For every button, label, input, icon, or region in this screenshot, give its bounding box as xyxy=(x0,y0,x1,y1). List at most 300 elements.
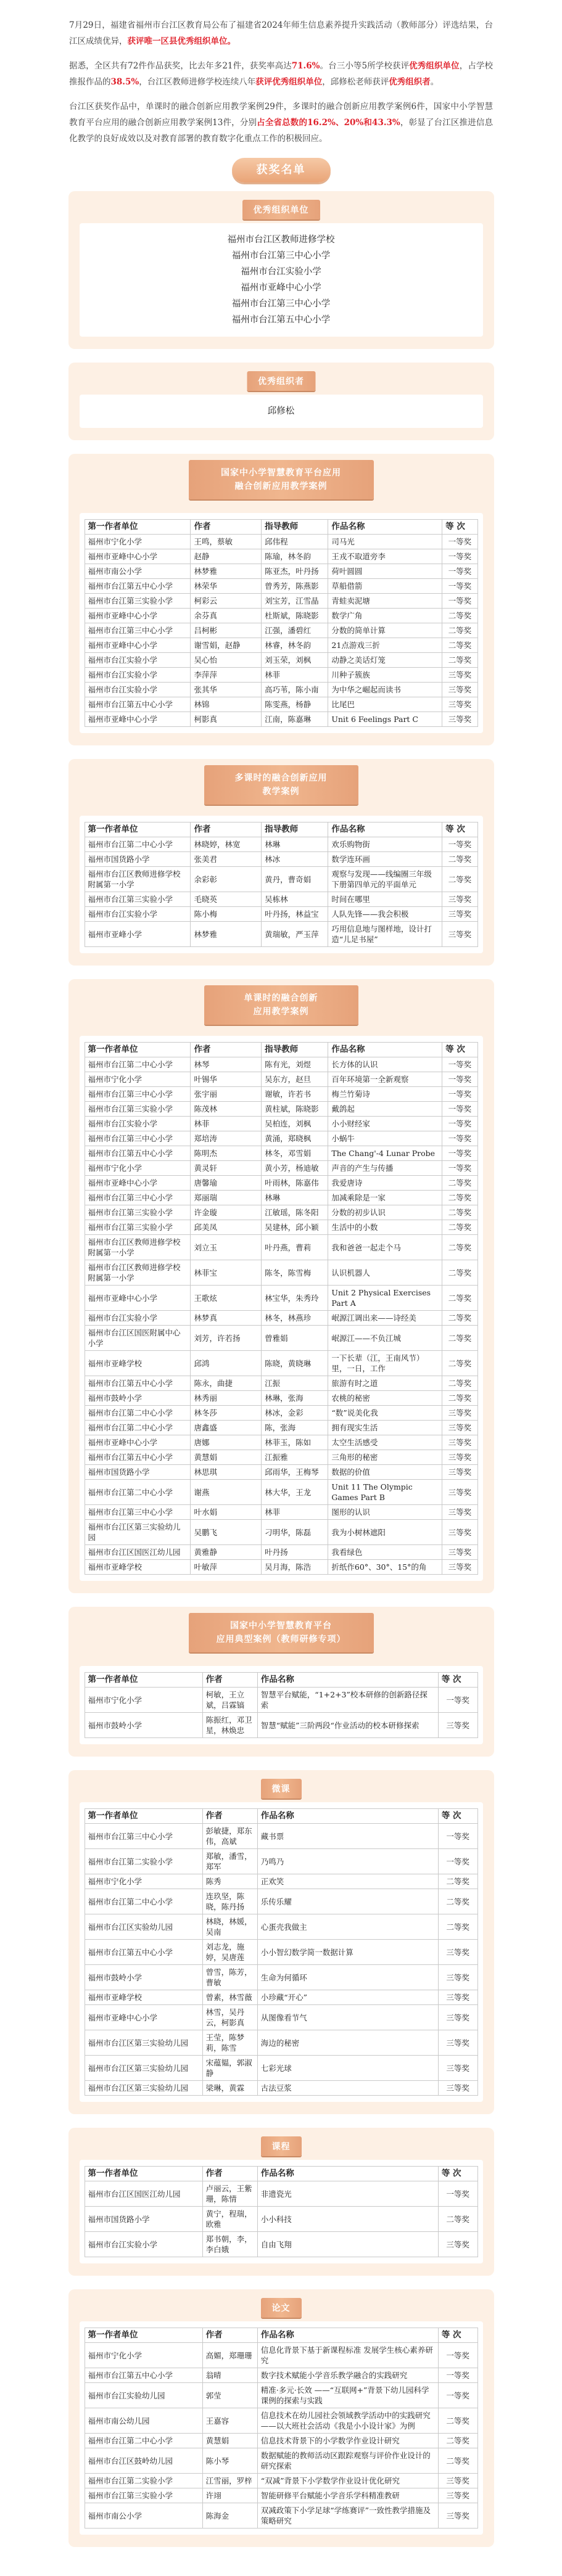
table-cell: 叶敏萍 xyxy=(191,1560,262,1575)
table-cell: 林冬，林燕珍 xyxy=(262,1311,328,1326)
table-cell: 数据的价值 xyxy=(328,1465,442,1480)
award-level-cell: 一等奖 xyxy=(438,1824,477,1849)
table-cell: 福州市台江第三中心小学 xyxy=(85,1505,191,1520)
table-cell: 时间在哪里 xyxy=(328,892,442,907)
award-level-cell: 一等奖 xyxy=(442,1146,477,1161)
award-level-cell: 三等奖 xyxy=(438,2056,477,2081)
table-row xyxy=(85,1102,477,1117)
table-cell: 陈茂林 xyxy=(191,1102,262,1117)
teacher-training-title xyxy=(189,1613,374,1652)
table-cell: 林菲玉，陈如 xyxy=(262,1435,328,1450)
table-cell: 陈，张海 xyxy=(262,1421,328,1435)
table-cell: 福州市台江第五中心小学 xyxy=(85,1450,191,1465)
table-cell: 岷源江——不负江城 xyxy=(328,1326,442,1351)
column-header: 作者 xyxy=(202,1673,257,1688)
table-cell: 福州市台江第二中心小学 xyxy=(85,1889,202,1914)
single-lesson-title xyxy=(204,985,358,1025)
table-cell: 陈秀 xyxy=(202,1874,257,1889)
table-cell: 福州市国货路小学 xyxy=(85,2207,202,2232)
table-cell: 宋蕴韫，郭淑静 xyxy=(202,2056,257,2081)
table-cell: 我为小树林遮阳 xyxy=(328,1520,442,1545)
table-cell: 福州市台江第三实验小学 xyxy=(85,594,191,609)
award-level-cell: 一等奖 xyxy=(442,535,477,549)
org-unit-item: 福州市台江第五中心小学 xyxy=(231,315,331,325)
table-cell: 岷源江调出来——诗经美 xyxy=(328,1311,442,1326)
table-row xyxy=(85,1057,477,1072)
table-cell: 福州市亚峰中心小学 xyxy=(85,1286,191,1311)
table-row xyxy=(85,852,477,867)
table-cell: 黄丹，曹奇娟 xyxy=(262,867,328,892)
award-level-cell: 三等奖 xyxy=(438,2030,477,2056)
award-level-cell: 二等奖 xyxy=(438,1874,477,1889)
table-cell: 观察与发现——线编圈三年级下册第四单元的平面单元 xyxy=(328,867,442,892)
award-level-cell: 二等奖 xyxy=(442,1326,477,1351)
table-cell: 福州市台江第三中心小学 xyxy=(85,1824,202,1849)
table-cell: 刘志龙，施婷，吴唐莲 xyxy=(202,1940,257,1965)
table-cell: 谢燕 xyxy=(191,1480,262,1505)
column-header: 作品名称 xyxy=(257,2167,438,2181)
table-row xyxy=(85,2474,477,2488)
table-cell: 张宇丽 xyxy=(191,1087,262,1102)
table-row xyxy=(85,907,477,922)
table-cell: 比尾巴 xyxy=(328,697,442,712)
table-cell: 从图像看节气 xyxy=(257,2005,438,2030)
table-row xyxy=(85,1435,477,1450)
table-cell: 黄宁，程瑞，欧雅 xyxy=(202,2207,257,2232)
intro-text: 。 xyxy=(430,77,439,87)
org-unit-item: 福州市台江第三中心小学 xyxy=(231,299,331,309)
table-cell: 福州市台江第三中心小学 xyxy=(85,1131,191,1146)
table-cell: 林雪，吴丹云，柯影真 xyxy=(202,2005,257,2030)
table-row xyxy=(85,2207,477,2232)
table-cell: 叶丹扬 xyxy=(262,1545,328,1560)
single-lesson-card xyxy=(68,979,494,1593)
table-cell: 藏书票 xyxy=(257,1824,438,1849)
table-cell: 林琴 xyxy=(191,1057,262,1072)
table-cell: 刘玉荣，刘枫 xyxy=(262,653,328,668)
table-row xyxy=(85,1176,477,1191)
table-row xyxy=(85,2434,477,2448)
table-cell: 吴柏连，刘枫 xyxy=(262,1117,328,1131)
table-row xyxy=(85,1914,477,1940)
table-cell: 认识机器人 xyxy=(328,1260,442,1286)
table-cell: 唐娜 xyxy=(191,1435,262,1450)
table-cell: 余彩彰 xyxy=(191,867,262,892)
org-unit-item: 福州市台江实验小学 xyxy=(241,267,321,277)
table-cell: 柯彩云 xyxy=(191,594,262,609)
table-row xyxy=(85,1406,477,1421)
table-cell: 动静之美话灯笼 xyxy=(328,653,442,668)
table-cell: 吴栋林 xyxy=(262,892,328,907)
table-cell: 川种子簇族 xyxy=(328,668,442,683)
table-cell: 许翊 xyxy=(202,2488,257,2503)
table-cell: 吴东方，赵旦 xyxy=(262,1072,328,1087)
section-title-line: 国家中小学智慧教育平台 xyxy=(230,1621,332,1631)
table-row xyxy=(85,1465,477,1480)
table-cell: 陈冬，陈雪梅 xyxy=(262,1260,328,1286)
intro-paragraph-1 xyxy=(69,17,493,49)
table-cell: 福州市台江第五中心小学 xyxy=(85,2368,202,2383)
organizer-name: 邱修松 xyxy=(267,406,295,416)
table-row xyxy=(85,1713,477,1738)
highlight-text: 占全省总数的16.2%、20%和43.3% xyxy=(257,118,400,128)
table-cell: 青蛙卖泥塘 xyxy=(328,594,442,609)
table-cell: 林冬莎 xyxy=(191,1406,262,1421)
intro-text: ，邱修松老师获评 xyxy=(322,77,389,87)
table-cell: 福州市台江第五中心小学 xyxy=(85,1940,202,1965)
award-level-cell: 三等奖 xyxy=(438,2488,477,2503)
table-cell: 黄雅静 xyxy=(191,1545,262,1560)
table-cell: 王莹，陈梦莉，陈雪 xyxy=(202,2030,257,2056)
table-cell: 曾雪，陈芳，曹敏 xyxy=(202,1965,257,1990)
table-cell: 福州市台江第三实验小学 xyxy=(85,1220,191,1235)
award-level-cell: 三等奖 xyxy=(438,2005,477,2030)
table-row xyxy=(85,2181,477,2207)
section-title-line: 教学案例 xyxy=(262,787,300,797)
table-cell: 林琳 xyxy=(262,1191,328,1205)
section-title-line: 应用教学案例 xyxy=(253,1007,309,1017)
table-header-row xyxy=(85,1809,477,1824)
table-cell: 人队先锋——我会积极 xyxy=(328,907,442,922)
table-cell: 江敏瑶，陈冬阳 xyxy=(262,1205,328,1220)
table-cell: 林大华，王龙 xyxy=(262,1480,328,1505)
table-cell: 陈小琴 xyxy=(202,2448,257,2474)
table-row xyxy=(85,2448,477,2474)
table-cell: 21点游戏三折 xyxy=(328,638,442,653)
table-row xyxy=(85,609,477,623)
column-header: 第一作者单位 xyxy=(85,822,191,837)
table-row xyxy=(85,1131,477,1146)
table-cell: 郑培涛 xyxy=(191,1131,262,1146)
table-cell: 福州市台江区教师进修学校附属第一小学 xyxy=(85,1235,191,1260)
table-header-row xyxy=(85,2167,477,2181)
award-level-cell: 一等奖 xyxy=(438,2343,477,2368)
table-row xyxy=(85,549,477,564)
micro-lesson-card xyxy=(68,1770,494,2114)
table-cell: 我爱唐诗 xyxy=(328,1176,442,1191)
org-units-title: 优秀组织单位 xyxy=(242,200,320,219)
course-table xyxy=(85,2166,478,2257)
table-row xyxy=(85,2368,477,2383)
table-cell: 非遗瓷光 xyxy=(257,2181,438,2207)
table-cell: 小珍藏“开心” xyxy=(257,1990,438,2005)
intro-paragraph-3 xyxy=(69,99,493,147)
award-level-cell: 一等奖 xyxy=(442,1057,477,1072)
table-cell: 陈晓，黄晓琳 xyxy=(262,1351,328,1376)
table-cell: 毛晓英 xyxy=(191,892,262,907)
table-row xyxy=(85,1205,477,1220)
award-level-cell: 三等奖 xyxy=(442,1560,477,1575)
table-cell: 福州市亚峰中心小学 xyxy=(85,609,191,623)
table-cell: 王歌炫 xyxy=(191,1286,262,1311)
table-cell: 郑丽瑞 xyxy=(191,1191,262,1205)
table-cell: 欢乐购物街 xyxy=(328,837,442,852)
award-level-cell: 三等奖 xyxy=(438,2503,477,2529)
table-cell: 黄慧娟 xyxy=(191,1450,262,1465)
table-cell: 旅游有时之道 xyxy=(328,1376,442,1391)
table-cell: 林琳，张海 xyxy=(262,1391,328,1406)
table-cell: 福州市台江第三实验小学 xyxy=(85,1102,191,1117)
table-cell: 吴建林，邱小颖 xyxy=(262,1220,328,1235)
table-cell: 叶丹燕，曹莉 xyxy=(262,1235,328,1260)
award-level-cell: 二等奖 xyxy=(442,1311,477,1326)
table-cell: 林梦真 xyxy=(191,1311,262,1326)
teacher-training-table xyxy=(85,1672,478,1738)
table-cell: 福州市台江区国医附属中心小学 xyxy=(85,1326,191,1351)
table-cell: 福州市台江区教师进修学校附属第一小学 xyxy=(85,867,191,892)
table-cell: 林荣华 xyxy=(191,579,262,594)
table-cell: 福州市亚峰中心小学 xyxy=(85,2005,202,2030)
table-cell: 心蛋壳我做主 xyxy=(257,1914,438,1940)
table-row xyxy=(85,668,477,683)
column-header: 作者 xyxy=(202,2328,257,2343)
column-header: 作者 xyxy=(202,1809,257,1824)
table-cell: Unit 11 The Olympic Games Part B xyxy=(328,1480,442,1505)
table-cell: 福州市亚峰中心小学 xyxy=(85,1435,191,1450)
table-cell: 小蜗牛 xyxy=(328,1131,442,1146)
highlight-text: 71.6% xyxy=(291,61,320,71)
table-cell: 福州市鼓岭小学 xyxy=(85,1391,191,1406)
section-title-line: 单课时的融合创新 xyxy=(244,993,318,1003)
table-cell: 我看绿色 xyxy=(328,1545,442,1560)
table-row xyxy=(85,697,477,712)
table-cell: 曾素，林雪薇 xyxy=(202,1990,257,2005)
table-cell: 百年环境第一全新观察 xyxy=(328,1072,442,1087)
table-cell: “数”说美化我 xyxy=(328,1406,442,1421)
micro-lesson-title: 微课 xyxy=(261,1779,302,1799)
table-row xyxy=(85,1545,477,1560)
table-cell: 自由飞翔 xyxy=(257,2232,438,2257)
table-cell: 福州市台江第三中心小学 xyxy=(85,1191,191,1205)
table-cell: 林梦雅 xyxy=(191,922,262,947)
table-row xyxy=(85,2232,477,2257)
table-cell: 刘芳，许若扬 xyxy=(191,1326,262,1351)
table-header-row xyxy=(85,1673,477,1688)
table-cell: 智能研修平台赋能小学音乐学科精准教研 xyxy=(257,2488,438,2503)
award-level-cell: 一等奖 xyxy=(438,1849,477,1874)
table-row xyxy=(85,1376,477,1391)
table-cell: 林菲宝 xyxy=(191,1260,262,1286)
table-cell: 邱鸿 xyxy=(191,1351,262,1376)
table-cell: 戴鸽起 xyxy=(328,1102,442,1117)
table-cell: 张其华 xyxy=(191,683,262,697)
table-cell: 林梦雅 xyxy=(191,564,262,579)
award-level-cell: 三等奖 xyxy=(442,1505,477,1520)
table-cell: The Chang'-4 Lunar Probe xyxy=(328,1146,442,1161)
table-cell: 巧用信息地与图样地，设计打造“儿足书屋” xyxy=(328,922,442,947)
table-cell: 林琳 xyxy=(262,837,328,852)
table-row xyxy=(85,1688,477,1713)
award-level-cell: 三等奖 xyxy=(442,683,477,697)
award-level-cell: 二等奖 xyxy=(442,1205,477,1220)
award-level-cell: 一等奖 xyxy=(438,2181,477,2207)
column-header: 第一作者单位 xyxy=(85,520,191,535)
award-level-cell: 三等奖 xyxy=(438,1940,477,1965)
table-cell: 连玖坚，陈晓，陈丹扬 xyxy=(202,1889,257,1914)
award-level-cell: 三等奖 xyxy=(438,2081,477,2096)
section-title-line: 国家中小学智慧教育平台应用 xyxy=(221,468,341,478)
table-cell: 司马光 xyxy=(328,535,442,549)
table-cell: 福州市台江第二实验小学 xyxy=(85,2474,202,2488)
table-cell: 谢敏，许若书 xyxy=(262,1087,328,1102)
table-cell: 许金璇 xyxy=(191,1205,262,1220)
table-cell: 农桃的秘密 xyxy=(328,1391,442,1406)
multi-lesson-title xyxy=(204,765,358,805)
table-cell: 分数的初步认识 xyxy=(328,1205,442,1220)
award-level-cell: 一等奖 xyxy=(442,1087,477,1102)
single-lesson-table xyxy=(85,1042,478,1575)
table-cell: 福州市台江第二中心小学 xyxy=(85,1421,191,1435)
table-cell: 黄慧娟 xyxy=(202,2434,257,2448)
table-cell: 福州市台江第二中心小学 xyxy=(85,1480,191,1505)
table-cell: 双减政策下小学足球“学练赛评”一致性教学措施及策略研究 xyxy=(257,2503,438,2529)
table-cell: 江振雅 xyxy=(262,1450,328,1465)
table-cell: Unit 6 Feelings Part C xyxy=(328,712,442,727)
award-level-cell: 三等奖 xyxy=(442,1450,477,1465)
table-cell: 福州市台江第三中心小学 xyxy=(85,1087,191,1102)
table-cell: 邱美凤 xyxy=(191,1220,262,1235)
award-level-cell: 二等奖 xyxy=(442,653,477,668)
table-cell: 福州市台江实验幼儿园 xyxy=(85,2383,202,2408)
award-level-cell: 一等奖 xyxy=(442,1161,477,1176)
table-cell: 林冬，邓雪娟 xyxy=(262,1146,328,1161)
table-cell: 福州市亚峰中心小学 xyxy=(85,638,191,653)
table-cell: 一下长辈（江，王南风节）里，一日，工作 xyxy=(328,1351,442,1376)
award-level-cell: 二等奖 xyxy=(442,852,477,867)
table-row xyxy=(85,653,477,668)
table-cell: 福州市台江第二实验小学 xyxy=(85,1849,202,1874)
table-cell: 福州市宁化小学 xyxy=(85,1688,202,1713)
table-cell: 高媚，郑珊珊 xyxy=(202,2343,257,2368)
table-row xyxy=(85,579,477,594)
micro-lesson-table xyxy=(85,1808,478,2096)
table-cell: 福州市宁化小学 xyxy=(85,535,191,549)
table-cell: Unit 2 Physical Exercises Part A xyxy=(328,1286,442,1311)
table-cell: 福州市亚峰中心小学 xyxy=(85,712,191,727)
award-level-cell: 一等奖 xyxy=(438,2383,477,2408)
award-level-cell: 一等奖 xyxy=(438,2368,477,2383)
award-level-cell: 三等奖 xyxy=(442,1406,477,1421)
table-cell: 林思琪 xyxy=(191,1465,262,1480)
table-row xyxy=(85,1990,477,2005)
table-cell: 林菲 xyxy=(262,1505,328,1520)
column-header: 作品名称 xyxy=(257,2328,438,2343)
column-header: 作品名称 xyxy=(328,520,442,535)
award-level-cell: 三等奖 xyxy=(442,1480,477,1505)
table-row xyxy=(85,1874,477,1889)
table-cell: 福州市国货路小学 xyxy=(85,852,191,867)
award-level-cell: 一等奖 xyxy=(442,837,477,852)
table-cell: 福州市台江第五中心小学 xyxy=(85,1146,191,1161)
highlight-text: 获评唯一区县优秀组织单位。 xyxy=(127,36,236,46)
table-cell: 李萍萍 xyxy=(191,668,262,683)
award-level-cell: 三等奖 xyxy=(442,1421,477,1435)
award-level-cell: 一等奖 xyxy=(442,579,477,594)
table-cell: 柯敏，王立斌，吕霖镐 xyxy=(202,1688,257,1713)
table-cell: 图形的认识 xyxy=(328,1505,442,1520)
table-cell: 福州市台江区实验幼儿园 xyxy=(85,1914,202,1940)
table-row xyxy=(85,1480,477,1505)
table-header-row xyxy=(85,520,477,535)
table-cell: 林冰 xyxy=(262,852,328,867)
table-cell: 福州市亚峰小学 xyxy=(85,922,191,947)
award-level-cell: 一等奖 xyxy=(442,1117,477,1131)
table-header-row xyxy=(85,822,477,837)
award-level-cell: 二等奖 xyxy=(438,2207,477,2232)
award-level-cell: 一等奖 xyxy=(442,594,477,609)
table-cell: 黄瑞敏，严玉萍 xyxy=(262,922,328,947)
table-row xyxy=(85,922,477,947)
column-header: 等 次 xyxy=(438,2167,477,2181)
award-level-cell: 二等奖 xyxy=(438,2408,477,2434)
table-row xyxy=(85,564,477,579)
table-cell: 翁晴 xyxy=(202,2368,257,2383)
table-cell: 叶雨林，陈嘉伟 xyxy=(262,1176,328,1191)
award-level-cell: 一等奖 xyxy=(442,549,477,564)
multi-lesson-card xyxy=(68,759,494,966)
table-row xyxy=(85,1824,477,1849)
table-cell: 梅兰竹菊诗 xyxy=(328,1087,442,1102)
table-cell: 黄涌，郑晓枫 xyxy=(262,1131,328,1146)
table-cell: 陈明杰 xyxy=(191,1146,262,1161)
table-cell: 太空生活感受 xyxy=(328,1435,442,1450)
table-row xyxy=(85,1311,477,1326)
table-row xyxy=(85,638,477,653)
award-level-cell: 二等奖 xyxy=(438,2448,477,2474)
column-header: 指导教师 xyxy=(262,1043,328,1057)
table-cell: 郑书朝，李，李白娥 xyxy=(202,2232,257,2257)
award-level-cell: 一等奖 xyxy=(442,564,477,579)
table-cell: 郑敏，潘雪，郑军 xyxy=(202,1849,257,1874)
table-cell: 福州市台江实验小学 xyxy=(85,683,191,697)
column-header: 指导教师 xyxy=(262,822,328,837)
table-row xyxy=(85,2343,477,2368)
table-cell: 福州市台江区第三实验幼儿园 xyxy=(85,1520,191,1545)
table-cell: 陈有光，刘煜 xyxy=(262,1057,328,1072)
table-cell: 江振 xyxy=(262,1376,328,1391)
award-level-cell: 三等奖 xyxy=(442,892,477,907)
award-level-cell: 二等奖 xyxy=(438,1889,477,1914)
table-cell: 刘立玉 xyxy=(191,1235,262,1260)
table-cell: 长方体的认识 xyxy=(328,1057,442,1072)
table-cell: 唐馨瑜 xyxy=(191,1176,262,1191)
teacher-training-card xyxy=(68,1607,494,1757)
table-cell: 数学广角 xyxy=(328,609,442,623)
table-cell: 生命为何循环 xyxy=(257,1965,438,1990)
table-cell: 张美君 xyxy=(191,852,262,867)
table-cell: 福州市台江第二中心小学 xyxy=(85,1057,191,1072)
table-cell: 林晓，林媛，吴南 xyxy=(202,1914,257,1940)
award-level-cell: 二等奖 xyxy=(438,1914,477,1940)
column-header: 作品名称 xyxy=(257,1673,438,1688)
table-cell: 小小财经家 xyxy=(328,1117,442,1131)
column-header: 等 次 xyxy=(438,2328,477,2343)
table-row xyxy=(85,1326,477,1351)
column-header: 第一作者单位 xyxy=(85,2167,202,2181)
table-cell: 海边的秘密 xyxy=(257,2030,438,2056)
table-cell: 王鸣，蔡敏 xyxy=(191,535,262,549)
table-cell: 高巧苇，陈小南 xyxy=(262,683,328,697)
table-cell: 林菲 xyxy=(191,1117,262,1131)
column-header: 第一作者单位 xyxy=(85,1673,202,1688)
table-cell: 数字技术赋能小学音乐教学融合的实践研究 xyxy=(257,2368,438,2383)
table-cell: 陈永，曲捷 xyxy=(191,1376,262,1391)
award-level-cell: 一等奖 xyxy=(438,1688,477,1713)
award-level-cell: 二等奖 xyxy=(442,1191,477,1205)
award-level-cell: 二等奖 xyxy=(442,623,477,638)
table-cell: 林宝华，朱秀玲 xyxy=(262,1286,328,1311)
table-cell: 杜斯斌，陈晓影 xyxy=(262,609,328,623)
